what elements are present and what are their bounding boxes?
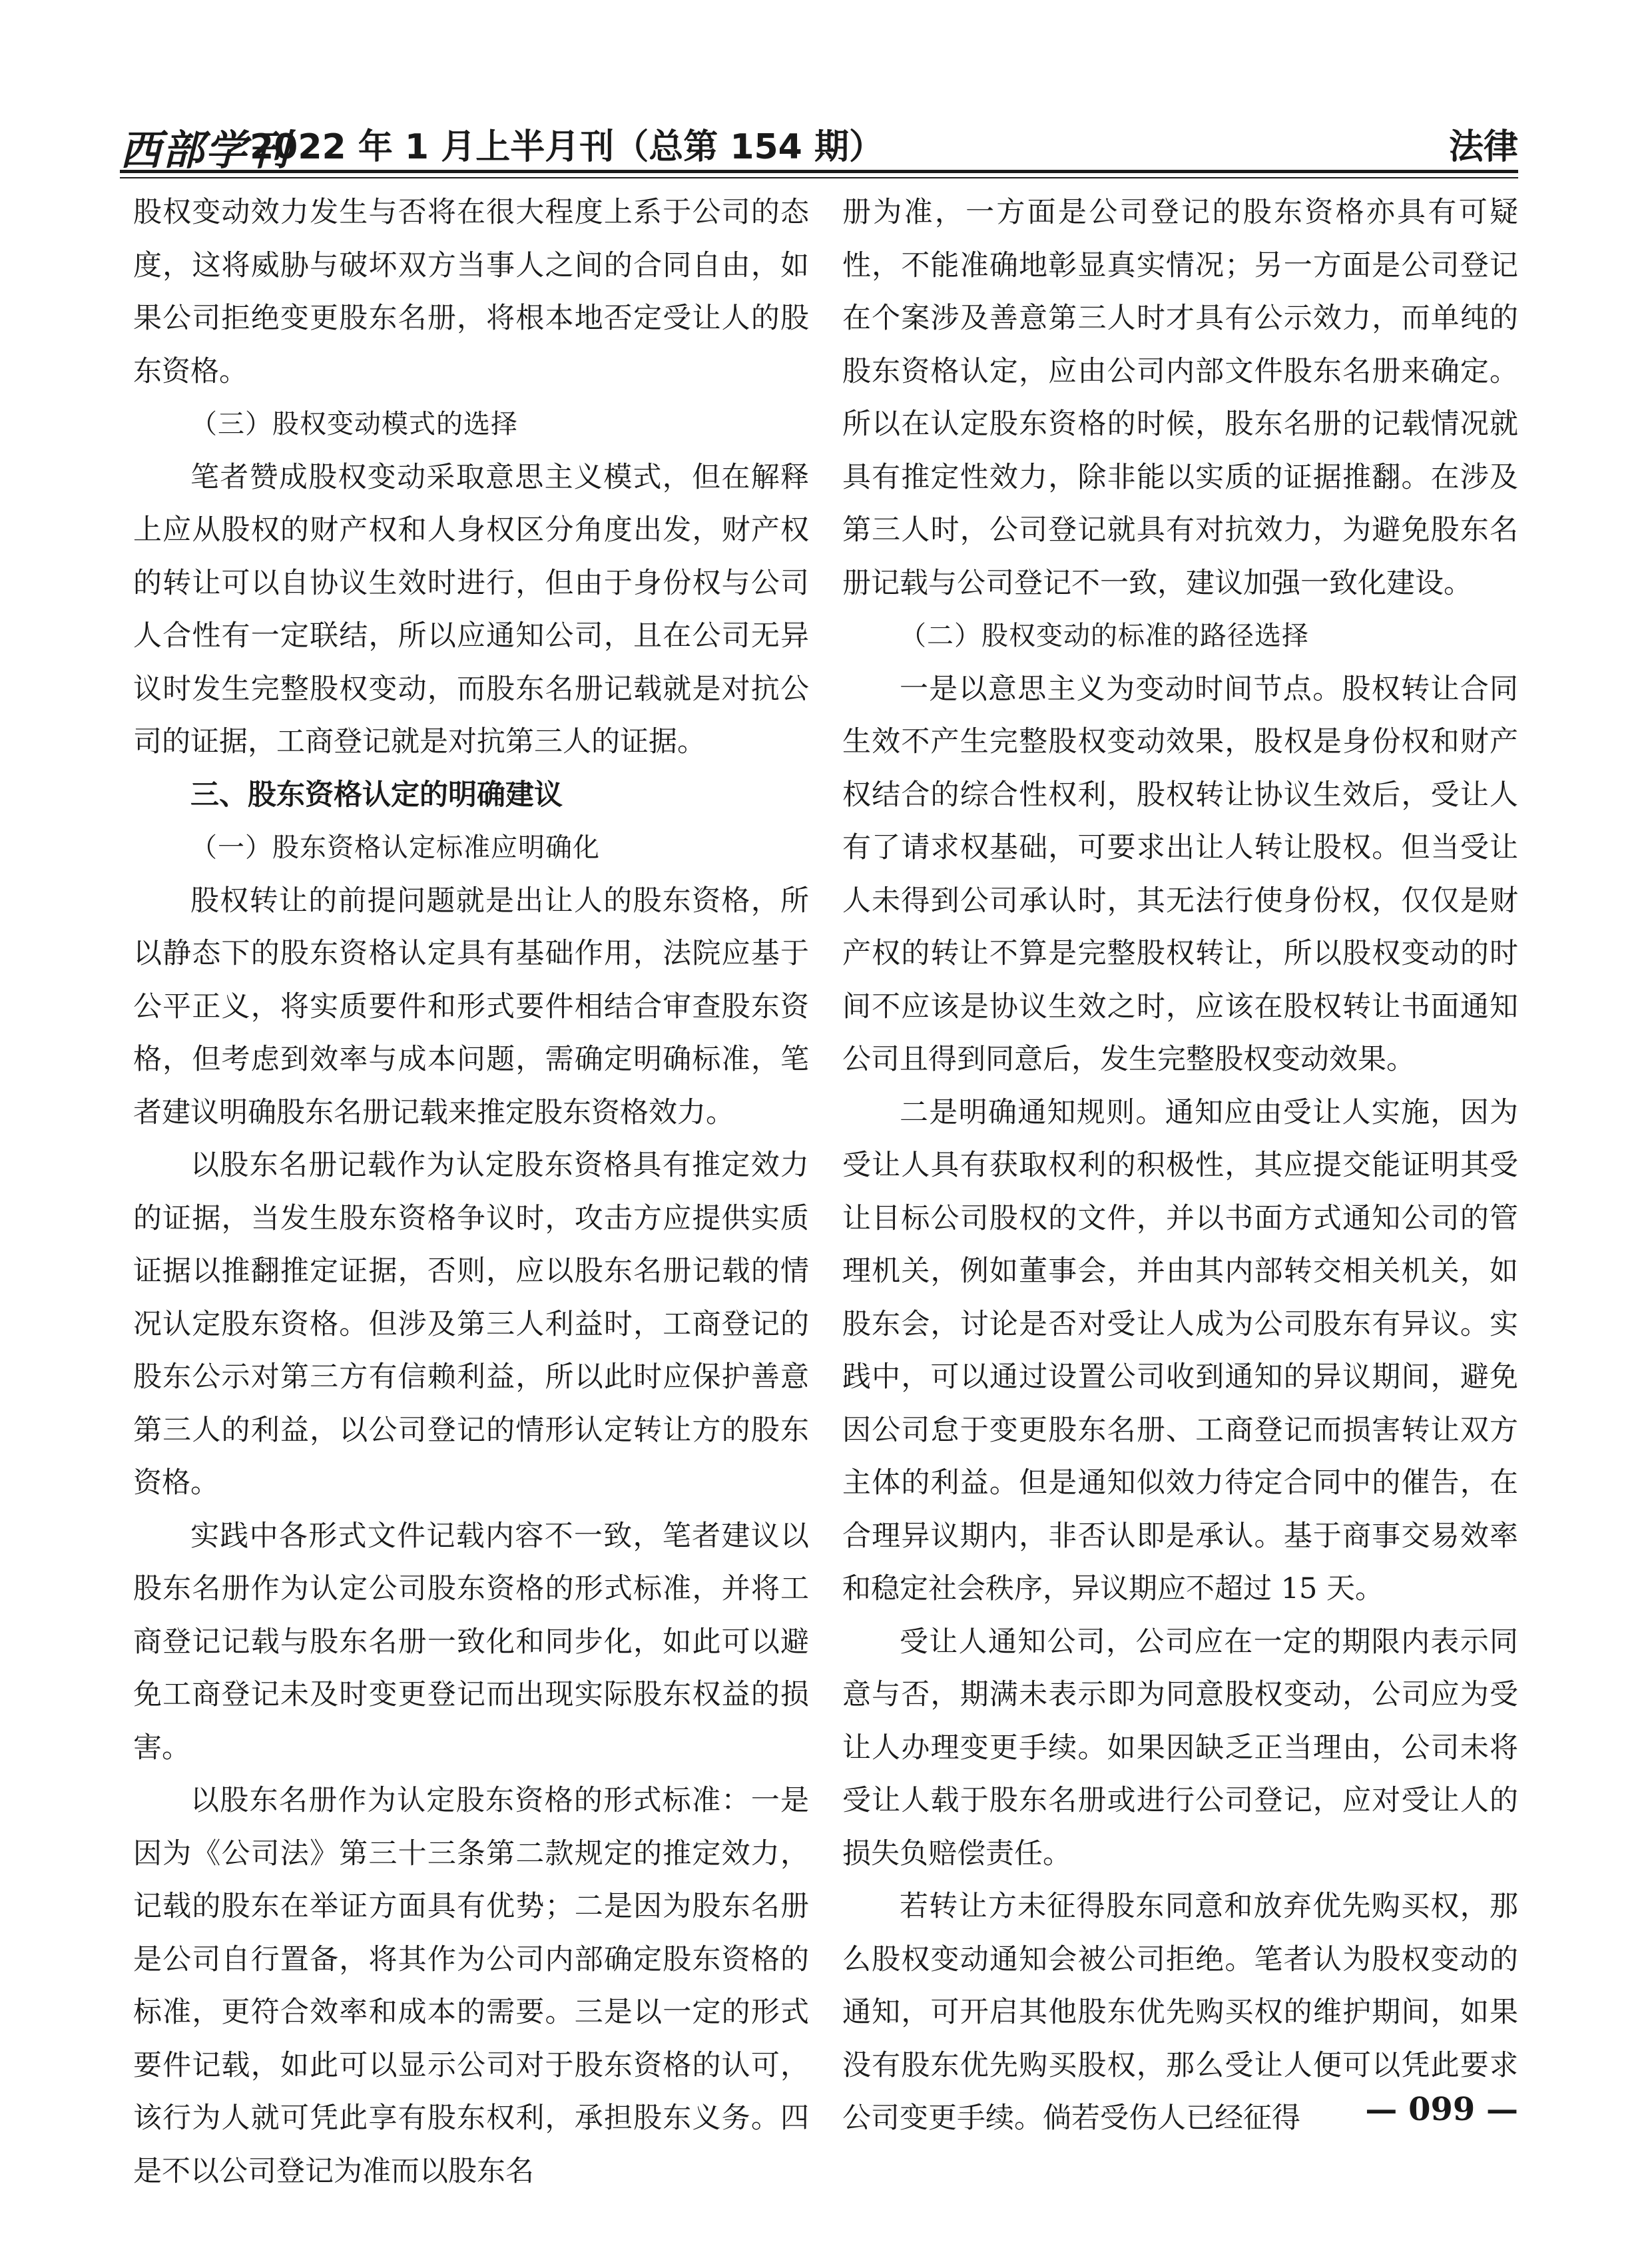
paragraph: 以股东名册作为认定股东资格的形式标准：一是因为《公司法》第三十三条第二款规定的推定效力，记载的股东在举证方面具有优势；二是因为股东名册是公司自行置备，将其作为公司内部确定股东资格的标准，更符合效率和成本的需要。三是以一定的形式要件记载，如此可以显示公司对于股东资格的认可，该行为人就可凭此享有股东权利，承担股东义务。四是不以公司登记为准而以股东名 (133, 1784, 809, 2188)
paragraph: 股权变动效力发生与否将在很大程度上系于公司的态度，这将威胁与破坏双方当事人之间的合同自由，如果公司拒绝变更股东名册，将根本地否定受让人的股东资格。 (133, 196, 809, 388)
issue-info: 2022 年 1 月上半月刊（总第 154 期） (250, 127, 884, 167)
paragraph: 受让人通知公司，公司应在一定的期限内表示同意与否，期满未表示即为同意股权变动，公司应为受让人办理变更手续。如果因缺乏正当理由，公司未将受让人载于股东名册或进行公司登记，应对受让人的损失负赔偿责任。 (842, 1625, 1518, 1870)
paragraph: 二是明确通知规则。通知应由受让人实施，因为受让人具有获取权利的积极性，其应提交能证明其受让目标公司股权的文件，并以书面方式通知公司的管理机关，例如董事会，并由其内部转交相关机关，如股东会，讨论是否对受让人成为公司股东有异议。实践中，可以通过设置公司收到通知的异议期间，避免因公司怠于变更股东名册、工商登记而损害转让双方主体的利益。但是通知似效力待定合同中的催告，在合理异议期内，非否认即是承认。基于商事交易效率和稳定社会秩序，异议期应不超过 15 天。 (842, 1095, 1518, 1605)
journal-logo: 西部学刊 (120, 126, 291, 174)
subsection-heading: （一）股东资格认定标准应明确化 (190, 832, 600, 863)
page-header (120, 112, 1518, 174)
paragraph: 若转让方未征得股东同意和放弃优先购买权，那么股权变动通知会被公司拒绝。笔者认为股权变动的通知，可开启其他股东优先购买权的维护期间，如果没有股东优先购买股权，那么受让人便可以凭此要求公司变更手续。倘若受伤人已经征得 (842, 1890, 1518, 2135)
header-rule-thin (120, 177, 1518, 178)
paragraph: 股权转让的前提问题就是出让人的股东资格，所以静态下的股东资格认定具有基础作用，法院应基于公平正义，将实质要件和形式要件相结合审查股东资格，但考虑到效率与成本问题，需确定明确标准，笔者建议明确股东名册记载来推定股东资格效力。 (133, 884, 809, 1129)
paragraph: 笔者赞成股权变动采取意思主义模式，但在解释上应从股权的财产权和人身权区分角度出发，财产权的转让可以自协议生效时进行，但由于身份权与公司人合性有一定联结，所以应通知公司，且在公司无异议时发生完整股权变动，而股东名册记载就是对抗公司的证据，工商登记就是对抗第三人的证据。 (133, 460, 809, 758)
paragraph: 以股东名册记载作为认定股东资格具有推定效力的证据，当发生股东资格争议时，攻击方应提供实质证据以推翻推定证据，否则，应以股东名册记载的情况认定股东资格。但涉及第三人利益时，工商登记的股东公示对第三方有信赖利益，所以此时应保护善意第三人的利益，以公司登记的情形认定转让方的股东资格。 (133, 1149, 809, 1500)
subsection-heading: （二）股权变动的标准的路径选择 (900, 621, 1309, 651)
page-number: — 099 — (1365, 2091, 1518, 2128)
paragraph: 实践中各形式文件记载内容不一致，笔者建议以股东名册作为认定公司股东资格的形式标准，并将工商登记记载与股东名册一致化和同步化，如此可以避免工商登记未及时变更登记而出现实际股东权益的损害。 (133, 1519, 809, 1765)
header-rule (120, 170, 1518, 173)
paragraph: 一是以意思主义为变动时间节点。股权转让合同生效不产生完整股权变动效果，股权是身份权和财产权结合的综合性权利，股权转让协议生效后，受让人有了请求权基础，可要求出让人转让股权。但当受让人未得到公司承认时，其无法行使身份权，仅仅是财产权的转让不算是完整股权转让，所以股权变动的时间不应该是协议生效之时，应该在股权转让书面通知公司且得到同意后，发生完整股权变动效果。 (842, 672, 1518, 1076)
section-name: 法律 (1448, 127, 1518, 167)
subsection-heading: （三）股权变动模式的选择 (190, 409, 518, 439)
left-column (133, 186, 809, 2188)
section-heading: 三、股东资格认定的明确建议 (190, 778, 563, 812)
paragraph: 册为准，一方面是公司登记的股东资格亦具有可疑性，不能准确地彰显真实情况；另一方面是公司登记在个案涉及善意第三人时才具有公示效力，而单纯的股东资格认定，应由公司内部文件股东名册来确定。所以在认定股东资格的时候，股东名册的记载情况就具有推定性效力，除非能以实质的证据推翻。在涉及第三人时，公司登记就具有对抗效力，为避免股东名册记载与公司登记不一致，建议加强一致化建设。 (842, 196, 1518, 600)
